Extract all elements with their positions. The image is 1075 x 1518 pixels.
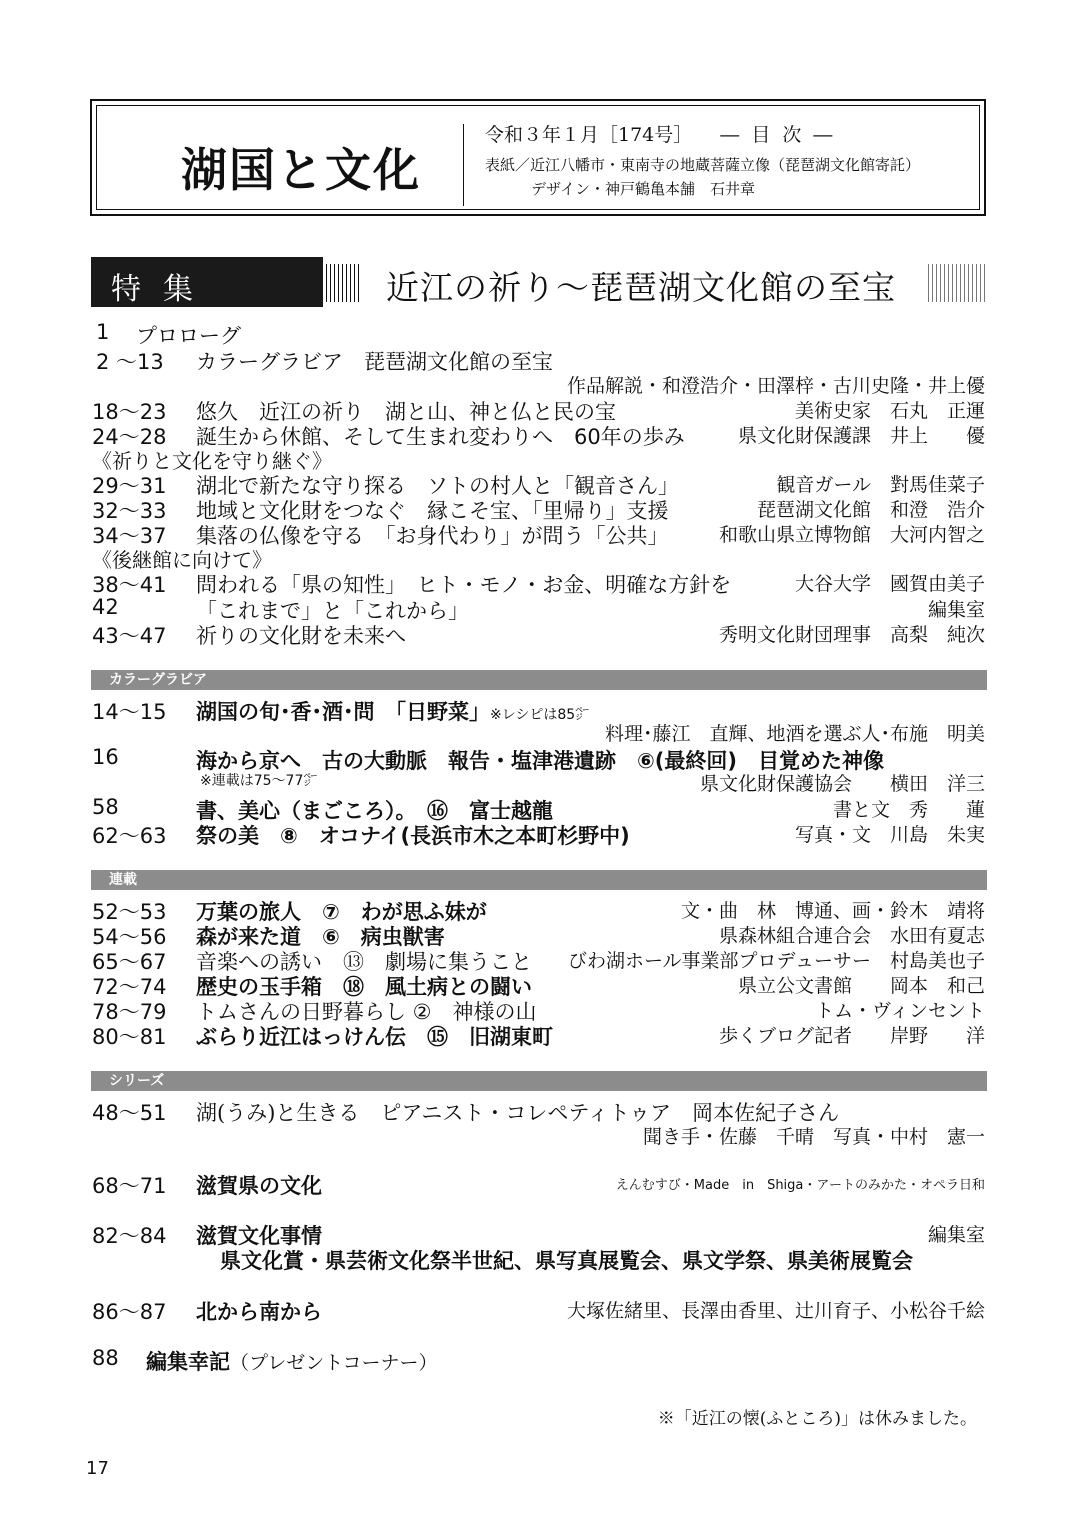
toc-subtitle: 県文化賞・県芸術文化祭半世紀、県写真展覧会、県文学祭、県美術展覧会 [220,1249,913,1273]
group-heading: 《後継館に向けて》 [92,548,272,572]
toc-page: 54～56 [92,925,167,949]
toc-title: カラーグラビア 琵琶湖文化館の至宝 [196,350,553,374]
toc-author: 県立公文書館 岡本 和己 [737,975,985,997]
toc-author: 作品解説・和澄浩介・田澤梓・古川史隆・井上優 [566,375,985,397]
toc-page: 62～63 [92,824,167,848]
toc-page: 32～33 [92,499,167,523]
toc-page: 68～71 [92,1174,167,1198]
masthead-inner-frame [96,105,980,210]
toc-title: 歴史の玉手箱 ⑱ 風土病との闘い [196,975,532,999]
toc-author: 観音ガール 對馬佳菜子 [776,474,985,496]
hatch-decoration-left [326,264,360,302]
toc-author: 県文化財保護課 井上 優 [737,425,985,447]
toc-page: 16 [92,745,119,769]
toc-page: 58 [92,795,119,819]
magazine-title: 湖国と文化 [181,143,421,197]
feature-title: 近江の祈り～琵琶湖文化館の至宝 [386,268,896,307]
toc-title: ぶらり近江はっけん伝 ⑮ 旧湖東町 [196,1025,553,1049]
toc-author: 美術史家 石丸 正運 [794,400,985,422]
toc-page: 86～87 [92,1300,167,1324]
toc-note: ※連載は75～77㌻ [200,773,318,789]
masthead-box [90,99,986,216]
cover-credit: 表紙／近江八幡市・東南寺の地蔵菩薩立像（琵琶湖文化館寄託） [485,156,921,174]
section-label: シリーズ [109,1073,165,1089]
feature-label-bar [91,257,323,307]
toc-author: 県森林組合連合会 水田有夏志 [718,925,985,947]
toc-label: ― 目 次 ― [720,124,836,146]
toc-title: プロローグ [136,324,241,348]
toc-page: 2 ～13 [96,350,164,374]
toc-title: 滋賀文化事情 [196,1224,322,1248]
issue-line [485,120,835,147]
toc-author: 編集室 [927,1224,985,1246]
toc-author: 歩くブログ記者 岸野 洋 [718,1025,985,1047]
toc-page: 43～47 [92,624,167,648]
section-bar-serial [91,870,987,890]
toc-title: 祈りの文化財を未来へ [196,624,406,648]
toc-page: 72～74 [92,975,167,999]
toc-author: 書と文 秀 蓮 [832,799,985,821]
toc-title: トムさんの日野暮らし ② 神様の山 [196,1000,537,1024]
toc-title: 地域と文化財をつなぐ 縁こそ宝、「里帰り」支援 [196,499,669,523]
section-bar-gravure [91,670,987,690]
design-credit: デザイン・神戸鶴亀本舗 石井章 [531,180,755,198]
group-heading: 《祈りと文化を守り継ぐ》 [92,449,332,473]
toc-title: 誕生から休館、そして生まれ変わりへ 60年の歩み [196,425,685,449]
toc-author: 大塚佐緒里、長澤由香里、辻川育子、小松谷千絵 [566,1300,985,1322]
toc-page: 38～41 [92,573,167,597]
toc-title: 書、美心（まごころ）。 ⑯ 富士越龍 [196,799,553,823]
toc-title [146,1346,437,1376]
toc-title: 音楽への誘い ⑬ 劇場に集うこと [196,950,532,974]
toc-note: ※レシピは85㌻ [490,707,590,723]
toc-author: 琵琶湖文化館 和澄 浩介 [756,499,985,521]
footnote: ※「近江の懐(ふところ)」は休みました。 [657,1409,977,1429]
toc-title: 万葉の旅人 ⑦ わが思ふ妹が [196,900,487,924]
toc-title: 湖北で新たな守り探る ソトの村人と「観音さん」 [196,474,679,498]
toc-page: 80～81 [92,1025,167,1049]
toc-title: 北から南から [196,1300,322,1324]
toc-title-text: 編集幸記 [146,1350,230,1374]
toc-page: 52～53 [92,900,167,924]
toc-author: 大谷大学 國賀由美子 [794,573,985,595]
toc-title: 湖(うみ)と生きる ピアニスト・コレペティトゥア 岡本佐紀子さん [196,1101,840,1125]
toc-author: 和歌山県立博物館 大河内智之 [718,524,985,546]
toc-title [196,696,589,726]
toc-author: 写真・文 川島 朱実 [794,824,985,846]
toc-author: 秀明文化財団理事 高梨 純次 [718,624,985,646]
toc-page: 14～15 [92,700,167,724]
section-label: カラーグラビア [109,672,207,688]
toc-title [196,820,630,850]
toc-page: 42 [92,595,119,619]
toc-page: 29～31 [92,474,167,498]
toc-author: びわ湖ホール事業部プロデューサー 村島美也子 [567,950,985,972]
toc-page: 78～79 [92,1000,167,1024]
toc-page: 1 [96,320,110,344]
toc-title: 「これまで」と「これから」 [196,599,469,623]
toc-author: 編集室 [927,599,985,621]
page-number: 17 [86,1458,109,1479]
toc-author: 聞き手・佐藤 千晴 写真・中村 憲一 [642,1126,985,1148]
toc-title: 滋賀県の文化 [196,1174,322,1198]
masthead-divider [463,124,464,206]
toc-page: 65～67 [92,950,167,974]
toc-page: 88 [92,1346,119,1370]
toc-page: 34～37 [92,524,167,548]
toc-title: 問われる「県の知性」 ヒト・モノ・お金、明確な方針を [196,573,732,597]
toc-title: 海から京へ 古の大動脈 報告・塩津港遺跡 ⑥(最終回) 目覚めた神像 [196,749,884,773]
toc-title-paren: （プレゼントコーナー） [230,1352,438,1374]
toc-page: 82～84 [92,1224,167,1248]
toc-title: 集落の仏像を守る 「お身代わり」が問う「公共」 [196,524,669,548]
feature-label: 特集 [111,272,215,307]
toc-author: トム・ヴィンセント [815,1000,985,1022]
section-label: 連載 [109,872,137,888]
toc-title-text: 湖国の旬･香･酒･問 「日野菜」 [196,700,490,724]
toc-page: 18～23 [92,400,167,424]
section-bar-series [91,1071,987,1091]
toc-author: えんむすび・Made in Shiga・アートのみかた・オペラ日和 [615,1178,985,1193]
toc-title-text: 祭の美 ⑧ オコナイ(長浜市木之本町杉野中) [196,824,630,848]
toc-author: 県文化財保護協会 横田 洋三 [699,773,985,795]
toc-title: 森が来た道 ⑥ 病虫獣害 [196,925,445,949]
toc-title: 悠久 近江の祈り 湖と山、神と仏と民の宝 [196,400,616,424]
toc-page: 48～51 [92,1101,167,1125]
toc-author: 文・曲 林 博通、画・鈴木 靖将 [680,900,985,922]
toc-page: 24～28 [92,425,167,449]
toc-author: 料理･藤江 直輝、地酒を選ぶ人･布施 明美 [604,723,985,745]
hatch-decoration-right [928,264,986,302]
issue-number: 令和３年１月［174号］ [485,124,693,146]
